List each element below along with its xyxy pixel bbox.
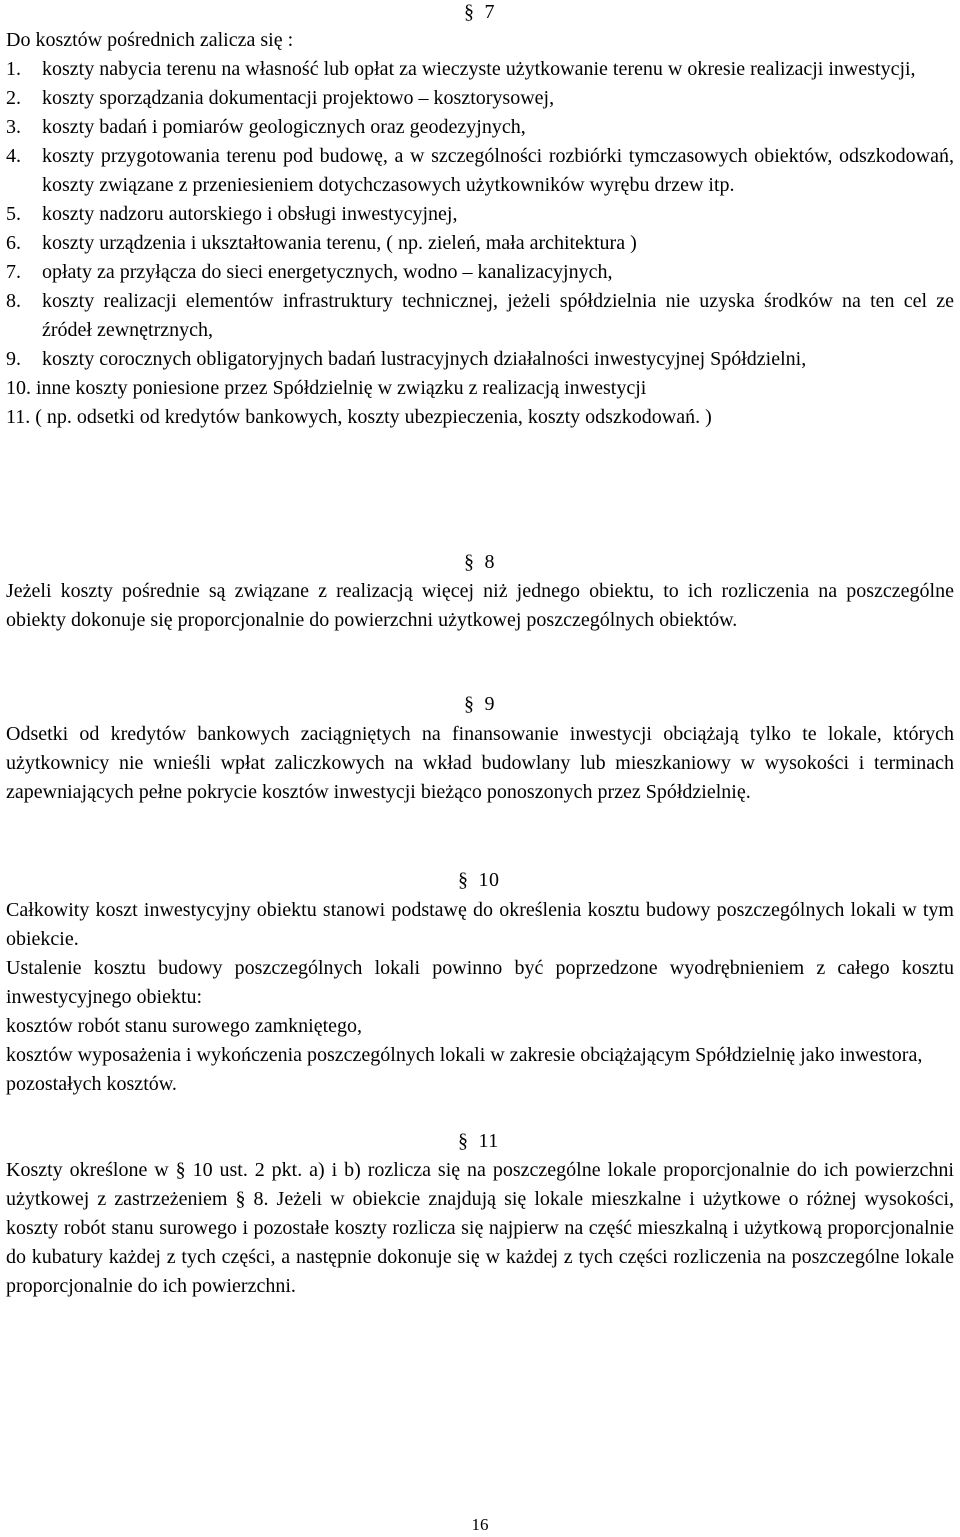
section-10-paragraph-1: Całkowity koszt inwestycyjny obiektu stanowi podstawę do określenia kosztu budowy poszczególnych lokali w tym obiekcie. [6,899,954,950]
section-10-heading [458,866,500,895]
section-symbol: § [464,1,475,23]
list-item: 3. koszty badań i pomiarów geologicznych oraz geodezyjnych, [6,116,526,138]
section-9-paragraph: Odsetki od kredytów bankowych zaciągniętych na finansowanie inwestycji obciążają tylko te lokale, których użytkownicy nie wnieśli wpłat zaliczkowych na wkład budowlany lub mieszkaniowy w wysokości i terminach zapewniających pełne pokrycie kosztów inwestycji bieżąco ponoszonych przez Spółdzielnię. [6,723,954,803]
section-9-heading [464,690,495,719]
section-7-heading [464,0,495,27]
list-item: 2. koszty sporządzania dokumentacji projektowo – kosztorysowej, [6,87,555,109]
section-symbol: § [458,1130,469,1152]
section-10-body [6,896,954,1099]
list-item: 4. koszty przygotowania terenu pod budowę, a w szczególności rozbiórki tymczasowych obiektów, odszkodowań, koszty związane z przeniesieniem dotychczasowych użytkowników wyrębu drzew itp. [6,145,954,196]
list-item: 6. koszty urządzenia i ukształtowania terenu, ( np. zieleń, mała architektura ) [6,232,637,254]
list-item: 11. ( np. odsetki od kredytów bankowych, koszty ubezpieczenia, koszty odszkodowań. ) [6,406,712,428]
section-symbol: § [458,869,469,891]
section-number: 8 [484,551,495,573]
section-8-heading [464,548,495,577]
list-item: 10. inne koszty poniesione przez Spółdzielnię w związku z realizacją inwestycji [6,377,647,399]
section-8-body [6,577,954,635]
list-item: 1. koszty nabycia terenu na własność lub opłat za wieczyste użytkowanie terenu w okresie realizacji inwestycji, [6,58,916,80]
section-10-paragraph-4: kosztów wyposażenia i wykończenia poszczególnych lokali w zakresie obciążającym Spółdzielnię jako inwestora, [6,1044,923,1066]
section-number: 9 [484,693,495,715]
section-7-intro: Do kosztów pośrednich zalicza się : [6,29,294,51]
section-number: 7 [484,1,495,23]
section-11-body [6,1156,954,1301]
list-item: 7. opłaty za przyłącza do sieci energetycznych, wodno – kanalizacyjnych, [6,261,613,283]
list-item: 5. koszty nadzoru autorskiego i obsługi inwestycyjnej, [6,203,458,225]
list-item: 8. koszty realizacji elementów infrastruktury technicznej, jeżeli spółdzielnia nie uzyska środków na ten cel ze źródeł zewnętrznych, [6,290,954,341]
section-number: 11 [478,1130,499,1152]
section-symbol: § [464,693,475,715]
section-10-paragraph-2: Ustalenie kosztu budowy poszczególnych lokali powinno być poprzedzone wyodrębnieniem z całego kosztu inwestycyjnego obiektu: [6,957,954,1008]
section-10-paragraph-3: kosztów robót stanu surowego zamkniętego, [6,1015,363,1037]
section-9-body [6,720,954,807]
section-11-heading [458,1127,499,1156]
indirect-costs-list [6,55,954,432]
section-8-paragraph: Jeżeli koszty pośrednie są związane z realizacją więcej niż jednego obiektu, to ich rozliczenia na poszczególne obiekty dokonuje się proporcjonalnie do powierzchni użytkowej poszczególnych obiektów. [6,580,954,631]
section-symbol: § [464,551,475,573]
section-7-body [6,26,954,432]
section-number: 10 [478,869,500,891]
section-10-paragraph-5: pozostałych kosztów. [6,1073,177,1095]
section-11-paragraph: Koszty określone w § 10 ust. 2 pkt. a) i b) rozlicza się na poszczególne lokale proporcjonalnie do ich powierzchni użytkowej z zastrzeżeniem § 8. Jeżeli w obiekcie znajdują się lokale mieszkalne i użytkowe o różnej wysokości, koszty robót stanu surowego i pozostałe koszty rozlicza się najpierw na część mieszkalną i użytkową proporcjonalnie do kubatury każdej z tych części, a następnie dokonuje się w każdej z tych części rozliczenia na poszczególne lokale proporcjonalnie do ich powierzchni. [6,1159,954,1297]
page-number: 16 [471,1515,489,1534]
list-item: 9. koszty corocznych obligatoryjnych badań lustracyjnych działalności inwestycyjnej Spółdzielni, [6,348,807,370]
